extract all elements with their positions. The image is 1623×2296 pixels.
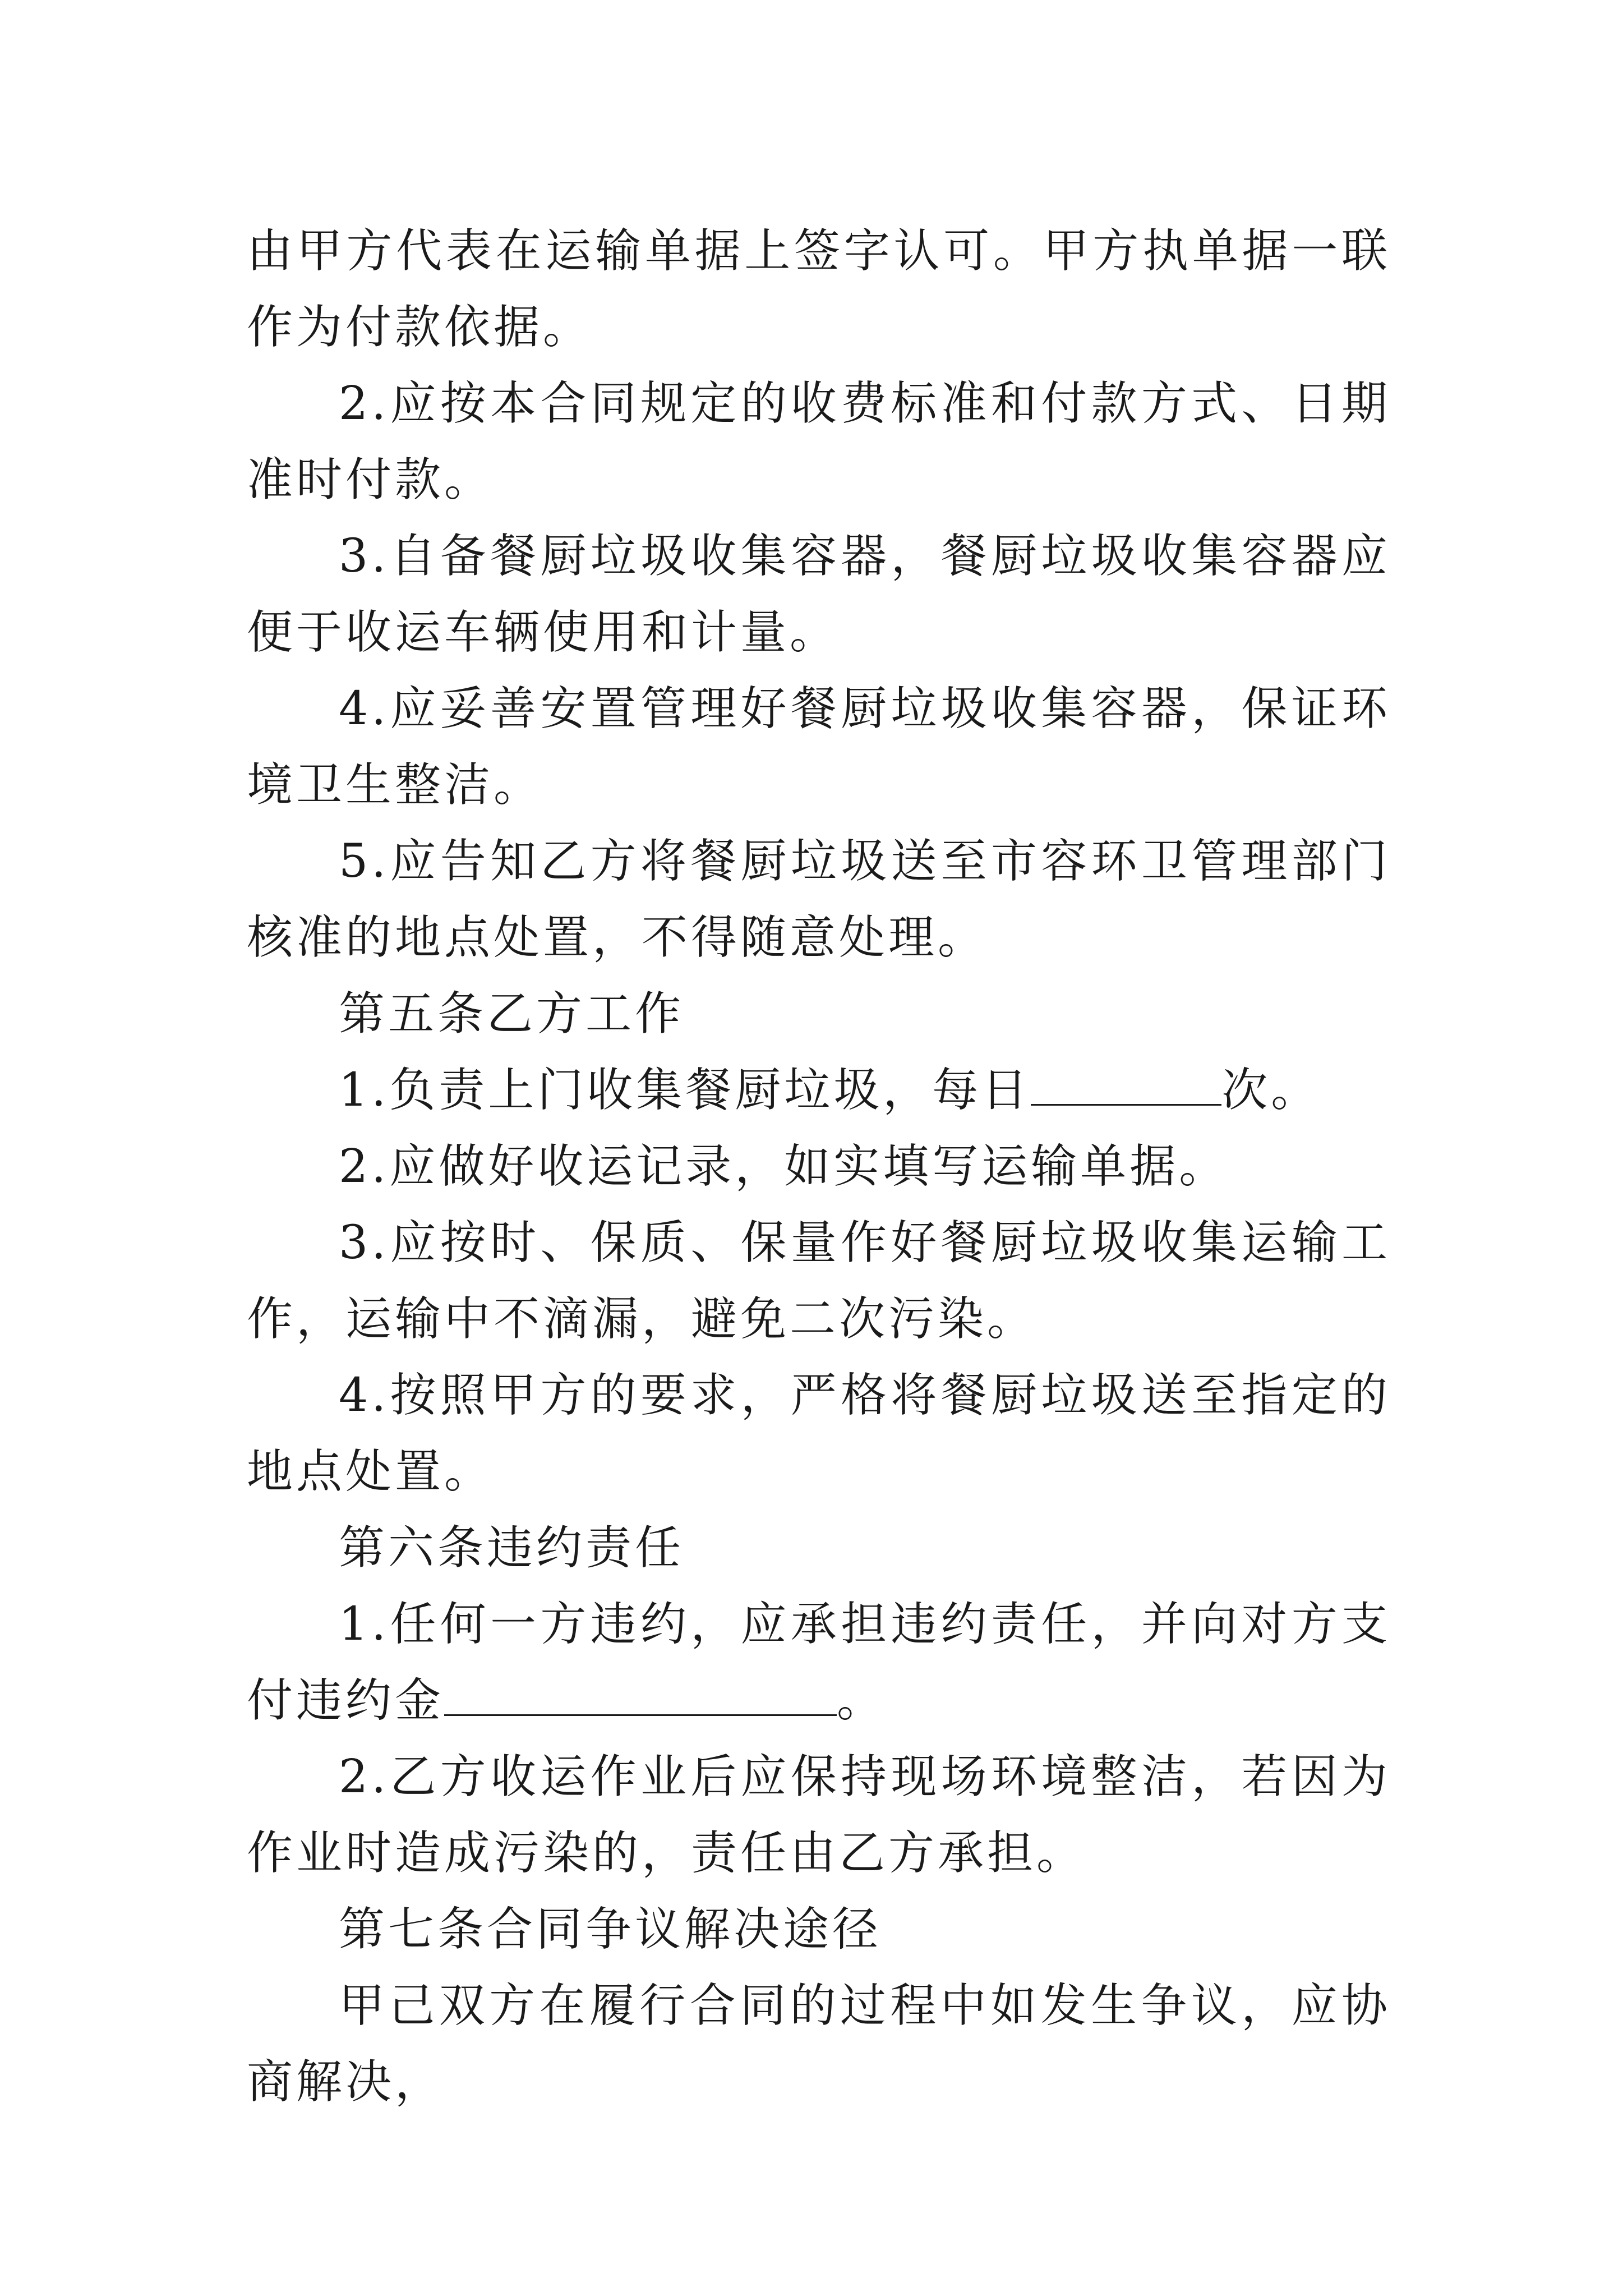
paragraph-item-4-sanitation: 4.应妥善安置管理好餐厨垃圾收集容器，保证环境卫生整洁。 [247, 682, 1391, 812]
paragraph-text-after-blank: 次。 [1221, 1064, 1321, 1117]
paragraph-item-3-containers: 3.自备餐厨垃圾收集容器，餐厨垃圾收集容器应便于收运车辆使用和计量。 [247, 530, 1391, 659]
paragraph-transport-quality: 3.应按时、保质、保量作好餐厨垃圾收集运输工作，运输中不滴漏，避免二次污染。 [247, 1216, 1391, 1346]
fill-in-blank-penalty [444, 1675, 837, 1716]
paragraph-dispute-resolution: 甲己双方在履行合同的过程中如发生争议，应协商解决， [247, 1979, 1391, 2109]
paragraph-designated-disposal: 4.按照甲方的要求，严格将餐厨垃圾送至指定的地点处置。 [247, 1369, 1391, 1498]
paragraph-item-2-payment: 2.应按本合同规定的收费标准和付款方式、日期准时付款。 [247, 377, 1391, 507]
section-heading-article-6: 第六条违约责任 [339, 1521, 685, 1575]
section-heading-article-5: 第五条乙方工作 [339, 987, 685, 1041]
paragraph-text-after-blank: 。 [837, 1674, 887, 1727]
section-heading-article-7: 第七条合同争议解决途径 [339, 1903, 882, 1956]
paragraph-text-before-blank: 1.负责上门收集餐厨垃圾，每日 [339, 1064, 1031, 1117]
paragraph-payment-basis: 由甲方代表在运输单据上签字认可。甲方执单据一联作为付款依据。 [247, 224, 1391, 354]
paragraph-text-before-blank: 1.任何一方违约，应承担违约责任，并向对方支付违约金 [247, 1598, 1391, 1727]
paragraph-site-cleanliness: 2.乙方收运作业后应保持现场环境整洁，若因为作业时造成污染的，责任由乙方承担。 [247, 1750, 1391, 1880]
paragraph-records: 2.应做好收运记录，如实填写运输单据。 [339, 1140, 1229, 1193]
fill-in-blank-times [1031, 1065, 1221, 1106]
paragraph-item-5-disposal: 5.应告知乙方将餐厨垃圾送至市容环卫管理部门核准的地点处置，不得随意处理。 [247, 835, 1391, 964]
document-body [247, 213, 1391, 2120]
paragraph-breach-penalty [247, 1586, 1391, 1739]
paragraph-collection-frequency [247, 1052, 1391, 1129]
